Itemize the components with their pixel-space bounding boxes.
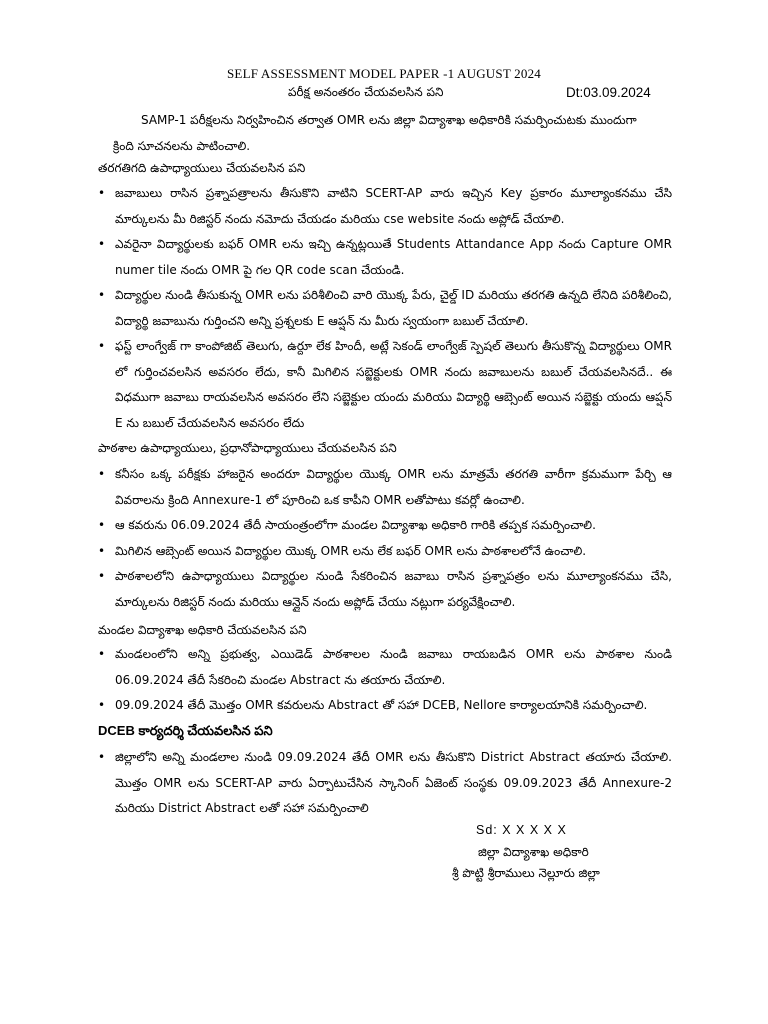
- intro-line-2: క్రింది సూచనలను పాటించాలి.: [113, 139, 251, 153]
- class-teachers-list: [98, 181, 672, 436]
- headmasters-list: [98, 462, 672, 615]
- list-item-text: ఎవరైనా విద్యార్థులకు బఫర్ OMR లను ఇచ్చి ఉన్నట్లయితే Students Attandance App నందు Capture OMR numer tile నందు OMR పై గల QR code scan చేయండి.: [115, 237, 672, 277]
- signature-name: Sd: X X X X X: [476, 823, 567, 837]
- bullet-icon: •: [98, 237, 106, 251]
- intro-paragraph: [113, 107, 671, 159]
- signature-designation: జిల్లా విద్యాశాఖ అధికారి: [478, 845, 589, 859]
- list-item: [98, 642, 672, 693]
- list-item-text: పాఠశాలలోని ఉపాధ్యాయులు విద్యార్థుల నుండి సేకరించిన జవాబు రాసిన ప్రశ్నాపత్రం లను మూల్యాంకనము చేసి, మార్కులను రిజిస్టర్ నందు మరియు ఆన్లైన్ నందు అప్లోడ్ చేయు నట్లుగా పర్యవేక్షించాలి.: [115, 569, 672, 609]
- list-item: [98, 283, 672, 334]
- list-item: [98, 462, 672, 513]
- intro-line-1: SAMP-1 పరీక్షలను నిర్వహించిన తర్వాత OMR లను జిల్లా విద్యాశాఖ అధికారికి సమర్పించుటకు ముందుగా: [141, 113, 637, 127]
- signature-place: శ్రీ పొట్టి శ్రీరాములు నెల్లూరు జిల్లా: [452, 866, 600, 880]
- bullet-icon: •: [98, 467, 106, 481]
- list-item: [98, 693, 672, 719]
- dceb-list: [98, 745, 672, 822]
- page-subtitle: పరీక్ష అనంతరం చేయవలసిన పని: [288, 85, 444, 99]
- bullet-icon: •: [98, 698, 106, 712]
- bullet-icon: •: [98, 647, 106, 661]
- list-item: [98, 564, 672, 615]
- list-item: [98, 334, 672, 436]
- list-item: [98, 745, 672, 822]
- list-item: [98, 539, 672, 565]
- list-item-text: ఫస్ట్ లాంగ్వేజ్ గా కాంపోజిట్ తెలుగు, ఉర్దూ లేక హిందీ, అట్లే సెకండ్ లాంగ్వేజ్ స్పెషల్ తెలుగు తీసుకొన్న విద్యార్థులు OMR లో గుర్తించవలసిన అవసరం లేదు, కానీ మిగిలిన సబ్జెక్టులకు OMR నందు జవాబులను బబుల్ చేయవలసినదే.. ఈ విధముగా జవాబు రాయవలసిన అవసరం లేని సబ్జెక్టుల యందు మరియు విద్యార్థి ఆబ్సెంట్ అయిన సబ్జెక్టు యందు ఆప్షన్ E ను బబుల్ చేయవలసిన అవసరం లేదు: [115, 339, 672, 430]
- bullet-icon: •: [98, 518, 106, 532]
- page-title: SELF ASSESSMENT MODEL PAPER -1 AUGUST 2024: [227, 66, 541, 81]
- list-item: [98, 181, 672, 232]
- mandal-officer-list: [98, 642, 672, 719]
- bullet-icon: •: [98, 543, 106, 558]
- bullet-icon: •: [98, 186, 106, 200]
- list-item-text: మిగిలిన ఆబ్సెంట్ అయిన విద్యార్థుల యొక్క OMR లను లేక బఫర్ OMR లను పాఠశాలలోనే ఉంచాలి.: [115, 543, 587, 558]
- section-heading-class-teachers: తరగతిగది ఉపాధ్యాయులు చేయవలసిన పని: [98, 161, 306, 175]
- list-item-text: విద్యార్థుల నుండి తీసుకున్న OMR లను పరిశీలించి వారి యొక్క పేరు, చైల్డ్ ID మరియు తరగతి ఉన్నది లేనిది పరిశీలించి, విద్యార్థి జవాబును గుర్తించని అన్ని ప్రశ్నలకు E ఆప్షన్ ను మీరు స్వయంగా బబుల్ చేయాలి.: [115, 288, 672, 328]
- section-heading-headmasters: పాఠశాల ఉపాధ్యాయులు, ప్రధానోపాధ్యాయులు చేయవలసిన పని: [98, 441, 397, 455]
- bullet-icon: •: [98, 569, 106, 583]
- list-item-text: 09.09.2024 తేదీ మొత్తం OMR కవరులను Abstract తో సహా DCEB, Nellore కార్యాలయానికి సమర్పించాలి.: [115, 698, 648, 712]
- bullet-icon: •: [98, 339, 106, 353]
- list-item-text: జిల్లాలోని అన్ని మండలాల నుండి 09.09.2024 తేదీ OMR లను తీసుకొని District Abstract తయారు చేయాలి. మొత్తం OMR లను SCERT-AP వారు ఏర్పాటుచేసిన స్కానింగ్ ఏజెంట్ సంస్థకు 09.09.2023 తేదీ Annexure-2 మరియు District Abstract లతో సహా సమర్పించాలి: [115, 750, 672, 815]
- bullet-icon: •: [98, 750, 106, 764]
- document-date: Dt:03.09.2024: [566, 85, 651, 100]
- list-item-text: కనీసం ఒక్క పరీక్షకు హాజరైన అందరూ విద్యార్థుల యొక్క OMR లను మాత్రమే తరగతి వారీగా క్రమముగా పేర్చి ఆ వివరాలను క్రింది Annexure-1 లో పూరించి ఒక కాపీని OMR లతోపాటు కవర్లో ఉంచాలి.: [115, 467, 672, 507]
- list-item: [98, 232, 672, 283]
- section-heading-dceb: DCEB కార్యదర్శి చేయవలసిన పని: [98, 723, 273, 738]
- bullet-icon: •: [98, 288, 106, 302]
- list-item-text: ఆ కవరును 06.09.2024 తేదీ సాయంత్రంలోగా మండల విద్యాశాఖ అధికారి గారికి తప్పక సమర్పించాలి.: [115, 518, 596, 532]
- section-heading-mandal-officer: మండల విద్యాశాఖ అధికారి చేయవలసిన పని: [98, 623, 307, 637]
- list-item-text: జవాబులు రాసిన ప్రశ్నాపత్రాలను తీసుకొని వాటిని SCERT-AP వారు ఇచ్చిన Key ప్రకారం మూల్యాంకనము చేసి మార్కులను మీ రిజిస్టర్ నందు నమోదు చేయడం మరియు cse website నందు అప్లోడ్ చేయాలి.: [115, 186, 672, 226]
- list-item-text: మండలంలోని అన్ని ప్రభుత్వ, ఎయిడెడ్ పాఠశాలల నుండి జవాబు రాయబడిన OMR లను పాఠశాల నుండి 06.09.2024 తేదీ సేకరించి మండల Abstract ను తయారు చేయాలి.: [115, 647, 672, 687]
- list-item: [98, 513, 672, 539]
